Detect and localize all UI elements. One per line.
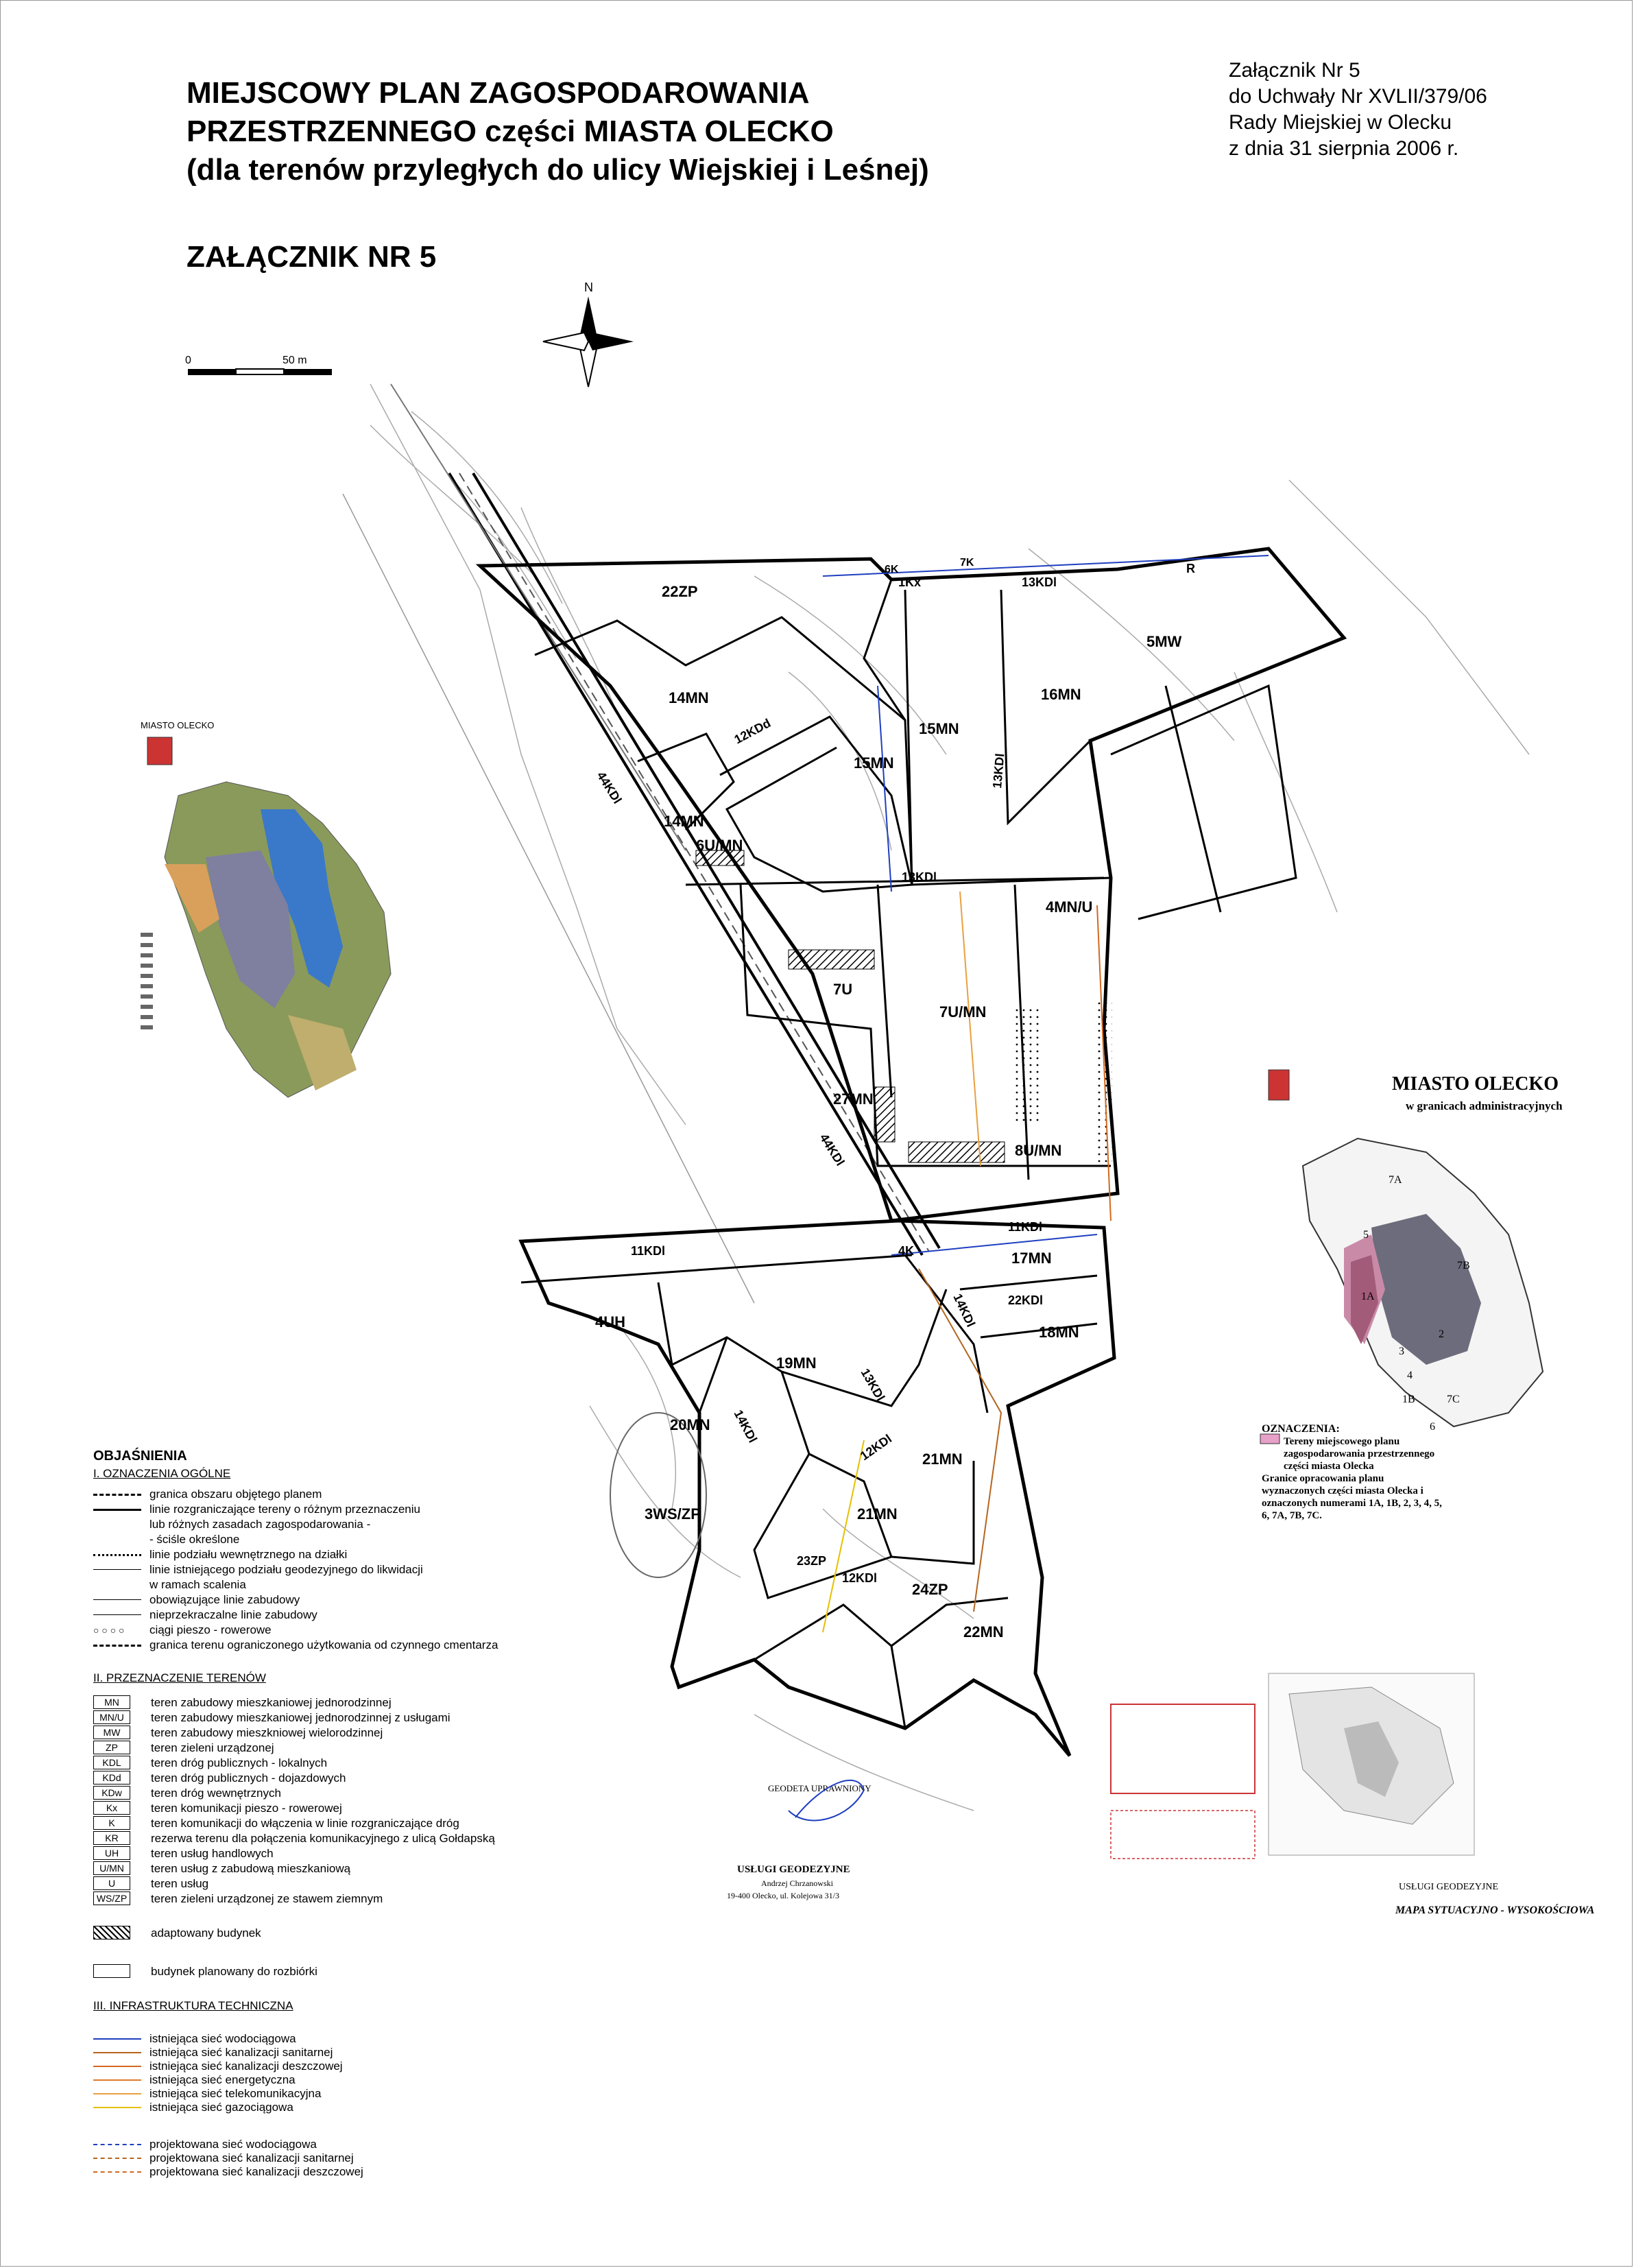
legend-item: U teren usług xyxy=(93,1876,566,1891)
legend-item: MN/U teren zabudowy mieszkaniowej jednorodzinnej z usługami xyxy=(93,1710,566,1726)
legend-item: linie rozgraniczające tereny o różnym przeznaczeniu xyxy=(93,1502,566,1517)
area-label: 4 xyxy=(1407,1370,1413,1381)
zone-label: 4K xyxy=(898,1244,915,1258)
north-arrow-icon xyxy=(543,280,634,387)
area-label: 3 xyxy=(1399,1346,1404,1357)
legend-item: nieprzekraczalne linie zabudowy xyxy=(93,1608,566,1623)
power-line-symbol xyxy=(93,2075,141,2085)
area-label: 1A xyxy=(1361,1291,1375,1302)
legend-item: KR rezerwa terenu dla połączenia komunikacyjnego z ulicą Gołdapską xyxy=(93,1831,566,1846)
zone-label: 12KDl xyxy=(842,1571,878,1585)
scale-zero: 0 xyxy=(185,355,191,366)
legend-item: projektowana sieć kanalizacji deszczowej xyxy=(93,2164,566,2178)
adapted-building xyxy=(874,1087,895,1142)
zone-label: 23ZP xyxy=(797,1554,827,1568)
zone-label: 5MW xyxy=(1146,633,1182,650)
railway-corridor xyxy=(343,384,939,1303)
zone-label: 13KDl xyxy=(990,752,1007,789)
scale-bar xyxy=(185,355,332,374)
legend-item: K teren komunikacji do włączenia w linie rozgraniczające dróg xyxy=(93,1816,566,1831)
legend-section-purpose: II. PRZEZNACZENIE TERENÓW xyxy=(93,1671,266,1684)
inset-legend-title: OZNACZENIA: xyxy=(1262,1423,1340,1435)
zone-label: 7K xyxy=(960,557,974,569)
zone-label: 22KDl xyxy=(1008,1293,1044,1307)
area-label: 5 xyxy=(1363,1229,1369,1241)
legend-item: adaptowany budynek xyxy=(93,1926,566,1941)
legend-heading: OBJAŚNIENIA xyxy=(93,1448,187,1464)
zone-label: 7U xyxy=(833,981,853,998)
demolition-building-symbol xyxy=(93,1964,130,1978)
zone-label: 19MN xyxy=(776,1354,817,1372)
zone-label: 27MN xyxy=(833,1090,874,1108)
legend-item: ○ ○ ○ ○ ciągi pieszo - rowerowe xyxy=(93,1623,566,1638)
zone-label: 12KDl xyxy=(857,1431,895,1464)
planned-water-symbol xyxy=(93,2140,141,2149)
survey-map-sheet xyxy=(1111,1673,1595,1916)
pedestrian-area xyxy=(1015,1008,1042,1125)
zone-label: 13KDl xyxy=(902,870,937,884)
legend-section-general: I. OZNACZENIA OGÓLNE xyxy=(93,1467,231,1480)
adapted-building xyxy=(789,950,874,969)
zone-label: 1Kx xyxy=(898,575,922,589)
zone-label: 6K xyxy=(885,564,899,575)
area-label: 7B xyxy=(1457,1260,1470,1272)
legend-item: KDd teren dróg publicznych - dojazdowych xyxy=(93,1771,566,1786)
bike-path-symbol xyxy=(93,1625,141,1635)
zone-label: 7U/MN xyxy=(939,1003,987,1020)
legend-item: Kx teren komunikacji pieszo - rowerowej xyxy=(93,1801,566,1816)
telecom-line-symbol xyxy=(93,2089,141,2099)
zone-label: 13KDl xyxy=(1022,575,1057,589)
zone-label: 22MN xyxy=(963,1623,1004,1640)
zone-label: 21MN xyxy=(922,1451,963,1468)
adapted-building xyxy=(909,1142,1005,1162)
resolution-line-1: Załącznik Nr 5 xyxy=(1229,59,1360,82)
zone-label: 13KDl xyxy=(858,1366,888,1404)
legend-item: WS/ZP teren zieleni urządzonej ze stawem ziemnym xyxy=(93,1891,566,1907)
title-line-3: (dla terenów przyległych do ulicy Wiejskiej i Leśnej) xyxy=(187,153,929,187)
legend-item: w ramach scalenia xyxy=(149,1578,246,1591)
zone-label: 11KDl xyxy=(631,1244,666,1258)
legend-item: ZP teren zieleni urządzonej xyxy=(93,1741,566,1756)
inset-right-legend xyxy=(1262,1423,1447,1522)
legend-item: KDw teren dróg wewnętrznych xyxy=(93,1786,566,1801)
map-sheet-title: MAPA SYTUACYJNO - WYSOKOŚCIOWA xyxy=(1395,1905,1595,1916)
zone-label: 44KDl xyxy=(594,769,625,807)
scale-label: 50 m xyxy=(283,355,307,366)
legend-item: obowiązujące linie zabudowy xyxy=(93,1592,566,1608)
area-label: 7A xyxy=(1389,1174,1402,1186)
adapted-building-symbol xyxy=(93,1926,130,1939)
legend-item: istniejąca sieć telekomunikacyjna xyxy=(93,2086,566,2100)
zone-label: 12KDd xyxy=(732,716,773,747)
legend xyxy=(93,1448,566,2178)
zone-label: 6U/MN xyxy=(696,837,743,854)
surveyor-stamp xyxy=(727,1780,872,1900)
area-label: 7C xyxy=(1447,1394,1460,1405)
resolution-line-4: z dnia 31 sierpnia 2006 r. xyxy=(1229,137,1459,160)
zone-label: 8U/MN xyxy=(1015,1142,1062,1159)
legend-item: istniejąca sieć wodociągowa xyxy=(93,2031,566,2045)
stamp-name: Andrzej Chrzanowski xyxy=(761,1878,833,1888)
zone-label: 16MN xyxy=(1041,686,1081,703)
zone-label: 14MN xyxy=(664,813,704,830)
legend-item: linie istniejącego podziału geodezyjnego do likwidacji xyxy=(93,1562,566,1577)
existing-division-symbol xyxy=(93,1565,141,1575)
zone-label: 4MN/U xyxy=(1046,898,1093,916)
zone-label: 44KDl xyxy=(817,1131,848,1169)
zone-label: 14MN xyxy=(669,689,709,706)
legend-item: istniejąca sieć gazociągowa xyxy=(93,2100,566,2114)
legend-item: MN teren zabudowy mieszkaniowej jednorodzinnej xyxy=(93,1695,566,1710)
legend-item: projektowana sieć wodociągowa xyxy=(93,2137,566,2151)
zone-label: 14KDl xyxy=(731,1407,760,1445)
parcel-line-symbol xyxy=(93,1550,141,1560)
legend-item: MW teren zabudowy mieszkniowej wielorodzinnej xyxy=(93,1726,566,1741)
planned-sewer-symbol xyxy=(93,2153,141,2163)
inset-city-map xyxy=(1260,1070,1543,1444)
legend-item: lub różnych zasadach zagospodarowania - xyxy=(149,1518,371,1531)
legend-item: UH teren usług handlowych xyxy=(93,1846,566,1861)
legend-item: istniejąca sieć energetyczna xyxy=(93,2073,566,2086)
legend-section-infra: III. INFRASTRUKTURA TECHNICZNA xyxy=(93,1999,293,2012)
zone-label: 15MN xyxy=(854,754,894,772)
zone-label: 24ZP xyxy=(912,1581,948,1598)
max-building-line-symbol xyxy=(93,1610,141,1620)
legend-item: projektowana sieć kanalizacji sanitarnej xyxy=(93,2151,566,2164)
zone-label: 14KDl xyxy=(950,1291,978,1329)
compass-label: N xyxy=(584,280,593,294)
inset-right-subtitle: w granicach administracyjnych xyxy=(1406,1099,1563,1112)
zone-label: 3WS/ZP xyxy=(645,1505,701,1523)
zone-line-symbol xyxy=(93,1505,141,1514)
title-line-1: MIEJSCOWY PLAN ZAGOSPODAROWANIA xyxy=(187,76,810,110)
pond-outline xyxy=(610,1413,706,1577)
legend-item: KDL teren dróg publicznych - lokalnych xyxy=(93,1756,566,1771)
inset-legend-pink: Tereny miejscowego planu zagospodarowania przestrzennego części miasta Olecka xyxy=(1284,1436,1435,1472)
gas-line-symbol xyxy=(93,2103,141,2112)
inset-right-title: MIASTO OLECKO xyxy=(1392,1073,1559,1095)
area-label: 6 xyxy=(1430,1421,1435,1433)
resolution-line-3: Rady Miejskiej w Olecku xyxy=(1229,111,1452,134)
legend-item: linie podziału wewnętrznego na działki xyxy=(93,1547,566,1562)
legend-item: istniejąca sieć kanalizacji deszczowej xyxy=(93,2059,566,2073)
planned-storm-symbol xyxy=(93,2167,141,2177)
zone-label: R xyxy=(1186,562,1195,575)
zone-label: 4UH xyxy=(595,1313,626,1330)
inset-studium-map xyxy=(134,717,411,1101)
attachment-heading: ZAŁĄCZNIK NR 5 xyxy=(187,240,437,274)
map-sheet-company: USŁUGI GEODEZYJNE xyxy=(1399,1882,1499,1892)
resolution-line-2: do Uchwały Nr XVLII/379/06 xyxy=(1229,85,1487,108)
legend-item: granica terenu ograniczonego użytkowania od czynnego cmentarza xyxy=(93,1638,566,1653)
zone-label: 20MN xyxy=(670,1416,710,1433)
zone-label: 11KDl xyxy=(1008,1220,1043,1234)
zone-label: 17MN xyxy=(1011,1250,1052,1267)
zone-label: 18MN xyxy=(1039,1324,1079,1341)
sewer-line-symbol xyxy=(93,2048,141,2057)
inset-legend-border: Granice opracowania planu wyznaczonych części miasta Olecka i oznaczonych numerami 1A, 1B, 2, 3, 4, 5, 6, 7A, 7B, 7C. xyxy=(1262,1473,1442,1521)
water-line-symbol xyxy=(93,2034,141,2044)
legend-item: granica obszaru objętego planem xyxy=(93,1487,566,1502)
zone-label: 15MN xyxy=(919,720,959,737)
stamp-address: 19-400 Olecko, ul. Kolejowa 31/3 xyxy=(727,1891,839,1900)
legend-item: istniejąca sieć kanalizacji sanitarnej xyxy=(93,2045,566,2059)
legend-item: U/MN teren usług z zabudową mieszkaniową xyxy=(93,1861,566,1876)
legend-item: budynek planowany do rozbiórki xyxy=(93,1964,566,1979)
stamp-geodeta: GEODETA UPRAWNIONY xyxy=(768,1783,872,1793)
title-line-2: PRZESTRZENNEGO części MIASTA OLECKO xyxy=(187,115,834,148)
zone-label: 21MN xyxy=(857,1505,898,1523)
area-label: 2 xyxy=(1439,1328,1444,1340)
zone-label: 22ZP xyxy=(662,583,698,600)
stamp-title: USŁUGI GEODEZYJNE xyxy=(737,1864,850,1875)
mandatory-building-line-symbol xyxy=(93,1595,141,1605)
area-label: 1B xyxy=(1402,1394,1415,1405)
plan-boundary-symbol xyxy=(93,1490,141,1499)
legend-item: - ściśle określone xyxy=(149,1533,240,1546)
inset-left-title: MIASTO OLECKO xyxy=(141,720,215,730)
storm-line-symbol xyxy=(93,2062,141,2071)
cemetery-zone-symbol xyxy=(93,1640,141,1650)
